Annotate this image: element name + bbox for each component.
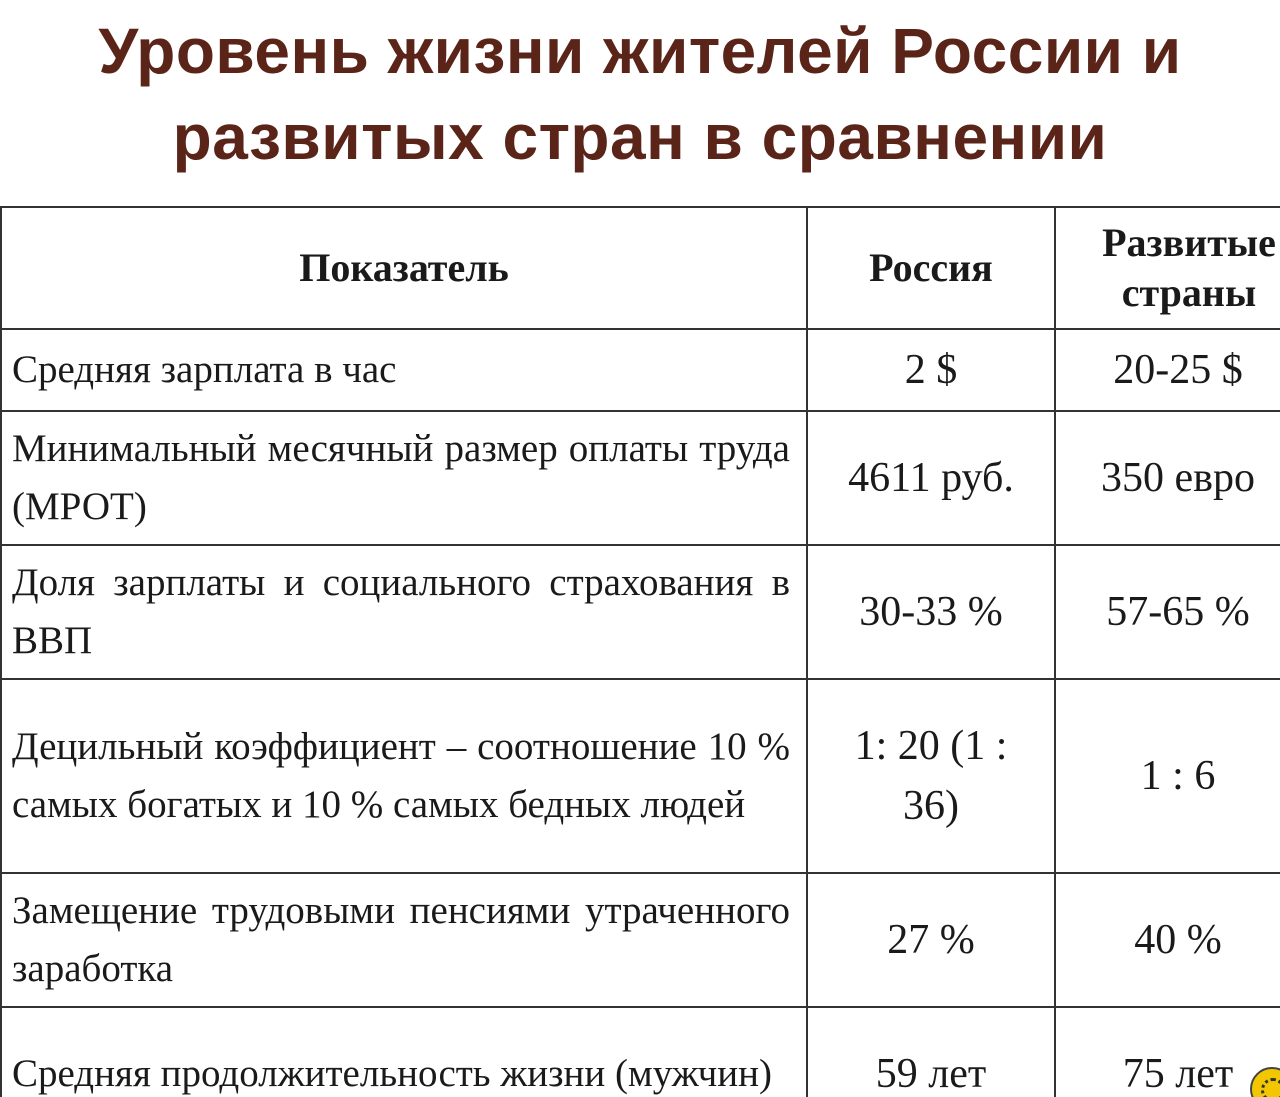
title-line-2: развитых стран в сравнении — [172, 101, 1108, 173]
russia-value: 59 лет — [807, 1007, 1055, 1097]
table-row — [1, 873, 1280, 1007]
indicator-text: Доля зарплаты и социального страхования в ВВП — [12, 561, 790, 662]
developed-value: 20-25 $ — [1055, 329, 1280, 411]
indicator-text: Замещение трудовыми пенсиями утраченного заработка — [12, 889, 790, 990]
table-header-row — [1, 207, 1280, 329]
table-row — [1, 411, 1280, 545]
table-row — [1, 679, 1280, 873]
russia-value: 4611 руб. — [807, 411, 1055, 545]
indicator-cell — [1, 329, 807, 411]
indicator-text: Средняя зарплата в час — [12, 348, 397, 391]
table-row — [1, 1007, 1280, 1097]
russia-value: 30-33 % — [807, 545, 1055, 679]
indicator-cell — [1, 1007, 807, 1097]
russia-value: 1: 20 (1 : 36) — [807, 679, 1055, 873]
indicator-cell — [1, 411, 807, 545]
developed-value: 1 : 6 — [1055, 679, 1280, 873]
developed-value: 57-65 % — [1055, 545, 1280, 679]
indicator-text: Минимальный месячный размер оплаты труда (МРОТ) — [12, 427, 790, 528]
indicator-cell — [1, 873, 807, 1007]
russia-value: 27 % — [807, 873, 1055, 1007]
indicator-cell — [1, 545, 807, 679]
russia-value: 2 $ — [807, 329, 1055, 411]
developed-value: 75 лет — [1055, 1007, 1280, 1097]
indicator-cell — [1, 679, 807, 873]
title-line-1: Уровень жизни жителей России и — [98, 15, 1182, 87]
developed-value: 40 % — [1055, 873, 1280, 1007]
page-title — [0, 8, 1280, 180]
header-russia: Россия — [807, 207, 1055, 329]
header-developed: Развитые страны — [1055, 207, 1280, 329]
indicator-text: Средняя продолжительность жизни (мужчин) — [12, 1052, 773, 1095]
developed-value: 350 евро — [1055, 411, 1280, 545]
table-row — [1, 329, 1280, 411]
indicator-text: Децильный коэффициент – соотношение 10 % самых богатых и 10 % самых бедных людей — [12, 725, 790, 826]
comparison-table — [0, 206, 1280, 1097]
header-indicator: Показатель — [1, 207, 807, 329]
table-row — [1, 545, 1280, 679]
